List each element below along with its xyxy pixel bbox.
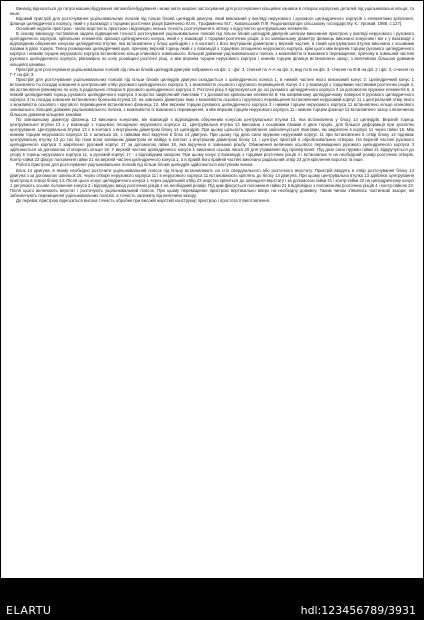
repository-name: ELARTU	[6, 604, 52, 617]
handle-identifier: hdl:123456789/3931	[300, 604, 416, 617]
paragraph-prior-art-drawback: Основний недолік пристрою - мала жорсткість пристрою і відповідно низька точність розточування в зв'язку з відсутністю центрувальних елементів.	[16, 26, 309, 32]
paragraph-construction: Пристрій для розточування ущільнювальних поясків під пільзи блоків циліндрів двигуна складається з циліндричного конуса 1, в нижній частині якого виконаний конус 2. Циліндричний конус 1 встановлено по посадці ковзання в центральний отвір рухомого циліндричного корпуса 3, з можливістю осьового і кругового переміщення. Конус 2 є у взаємодії з торцевими частинами розточних різців 4, які встановлені рівномірно по колу в радіальних отворах 5 рухомого циліндричного корпуса 3. Розточні різці 4 відтискуються до осі рухомого циліндричного корпуса 3 за допомогою пружних елементів 6, а нижній циліндричний торець рухомого циліндричного корпуса 3 жорстко закріплений гвинтами 7 з допомогою кріпильних елементів 8. На напрямному циліндричному поверхні 9 рухомого циліндричного корпуса 3 по посадці ковзання встановлено бронзова втулка 10, на зовнішніх діаметрах яких з можливістю осьового і кругового переміщення встановлений нерухомий корпус 11 з центральний отвір якого з можливістю осьового і кругового переміщення встановлено фланець 12. Між верхнім торцем рухомого циліндричного корпуса 3 і нижнім торцем нерухомого корпуса 11 встановлено кільце клинового зовнішнього. Кільцеві довжини ущільнювального пояска, з можливістю їх взаємного переміщення, а між верхнім торцем нерухомого корпуса 11 і нижнім торцем фланця 12 встановлено зазор з величиною більшою довжини кільцевої канавки.	[10, 76, 414, 117]
paragraph-prior-art: Відомий пристрій для розточування ущільнювальних поясків під пільзи блоків циліндрів двигуна, який виконаний у вигляді нерухомого і рухомого циліндричного корпусів з елементами кріплення, фланця циліндричного корпусу, який є у взаємодії з торцями розточних різців [Шевченко Ю.М., Трофименко М.Г., Ковальський П.Ф. Раціоналізатори сільському господарству. К.: Урожай, 1988, с.127].	[10, 16, 414, 27]
paragraph-task: В основу винаходу поставлена задача підвищення точності розточування ущільнювальних поясків під пільзи блоків циліндрів двигунів шляхом виконання пристрою у вигляді нерухомого і рухомого циліндричного корпусів, кріпильних елементів, фланця циліндричного конуса, який є у взаємодії з торцями розточних різців, а по зовнішньому діаметру фланець виконано конусним і він є у взаємодії з відповідним обернення конусом циліндричної втулки, яка встановлена у блоці циліндрів і є в контакті з його внутрішнім діаметром у верхній частині, в такий центрувальна втулка виконана з осьовими пазами в двох торцях. Тепер розміщених циліндричний щип, причому верхній торець який є у взаємодії з торцевою площиною нерухомого корпуса, крім цього між верхнім торцем рухомого циліндричного корпуса і нижнім торцем нерухомого корпуса встановлено кільце клинового зовнішнього. Кільцеві довжини ущільнювального пояска, з можливістю їх взаємного переміщення, причому в зовнішній частині рухомого циліндричного корпуса, рівномірно по колу розміщені розточні різці, а між верхнім торцем нерухомого корпуса і нижнім торцем фланця встановлено зазор, з величиною більшою довжини кільцевої канавки.	[10, 31, 414, 67]
repository-footer-bar	[0, 578, 424, 620]
paragraph-centering: По зовнішньому діаметру фланець 12 виконано конусним, він взаємодії з відповідним оберненим конусом центрувальної втулки 13, яка встановлена у блоці 14 циліндрів. Верхній торець центрувальної втулки 13 є у взаємодії з торцевою площиною нерухомого корпуса 11. Центрувальна втулка 13 виконана з осьовими пазами в двох торцях, для більшої деформації при зусиллях центрування. Центрувальна втулка 13 є в контакті з внутрішнім діаметром блоку 14 циліндрів. При цьому щільність прилягання забезпечується гвинтами, які закріплені в корпусі 11 через гайки 15. Між нижнім торцем нерухомого корпуса 11 є шпилька 16, з гайками якої вкручені в блок 14 двигуна. При цьому під дією сили пружини нерухомий корпус 11 при встановленні в отвір блоку 14 піднімає центрувальну втулку 13 до тих пір поки вона зовнішнім діаметром не ввійде в контакт з внутрішнім діаметром блоку 14, і центрує пристрій в оброблювальних отворах. На верхній частині рухомого циліндричного корпуса 3 закріплено рухомий корпус 17 за допомогою гайки 18, яка вкручена в зовнішню різьбу. Обмеження величини осьового переміщення рухомого циліндричного корпуса 3 здійснюється за допомогою стопорного кільця 19. У верхній частині циліндричного конуса 1 виконана осьова лиска 20 для утримання від провертання. Під дією сили пружин гайки 21 відкручується до упору в торець нерухомого корпуса 11, а рухомий корпус 17 - з відповідним зазором. При цьому конус 2 взаємодіє з торцями розточних різців 4 і встановлює їх на необхідний розмір розточних отворів. Контр-гайка 22 фіксує положення гайки 21 на верхній частині циліндричного конуса 1, а в правій його крайній частині виконано радіальний отвір 23 для кріплення воротка та інше.	[10, 117, 414, 163]
paragraph-advantages: До переваг пристрою відноситься висока точність обробки при високій жорсткій конструкції пристрою і простота її виготовлення.	[16, 197, 271, 203]
paragraph-operation: Блок 14 двигуна, в якому необхідно розточити ущільнювальний поясок під пільзу встановлюють на стіл свердлильного або розточного верстату. Пристрій вводять в отвір розточування блоку 14 двигуна з за допомогою шпильок 16, через отвори нерухомого корпуса 11 і в нерухомого корпуса 11 встановлюють кріплять до блоку 14 двигуна. При цьому центрувальна втулка 13 здійснює центрування пристрою в отворі блоку 14. Після цього конус циліндричного конуса 1 через радіальний отвір 23 жорстко кріпиться до шпинделя верстату і за допомогою гайки 21 і контр-гайки 22 на циліндричному конусі 1 регулюють осьове положення конуса 2 і відповідно вихід розточних різців 4 на необхідний розмір. Під цим фіксується положення гайки 21 в відповідно з положенням розточних різців 4 і контр-гайкою 22. Після цього включають верстат і розточують ущільнювальний поясок. При цьому переміщення пристрою вертикально вверх на необхідну довжину. Таким чином з'явились частинкові зазори, які забезпечують переміщення ущільнювальних поясків, а точність залежить від величини зазору.	[10, 167, 414, 198]
paragraph-field-of-invention: Винахід відноситься до галузі машинобудування автомобілебудування і може мати широке застосування для розточування кільцевих канавок в отворах корпусних деталей під ущільнювальні кільця, та інше.	[10, 6, 414, 17]
paragraph-figures: Пристрій для розточування ущільнювальних поясків під пільзи блоків циліндрів двигунів зображено на фіг. 1 - фіг. 3, січення по А-А на фіг. 2, вид по Б на фіг. 3, січення по В-В на фіг. 2 і фіг. 3, січення по Г-Г на фіг. 3.	[10, 66, 414, 77]
paragraph-operation-intro: Робота пристрою для розточування ущільнювальних поясків під пільзи блоків циліндрів здійснюється наступним чином.	[16, 162, 254, 168]
document-page	[10, 6, 414, 569]
